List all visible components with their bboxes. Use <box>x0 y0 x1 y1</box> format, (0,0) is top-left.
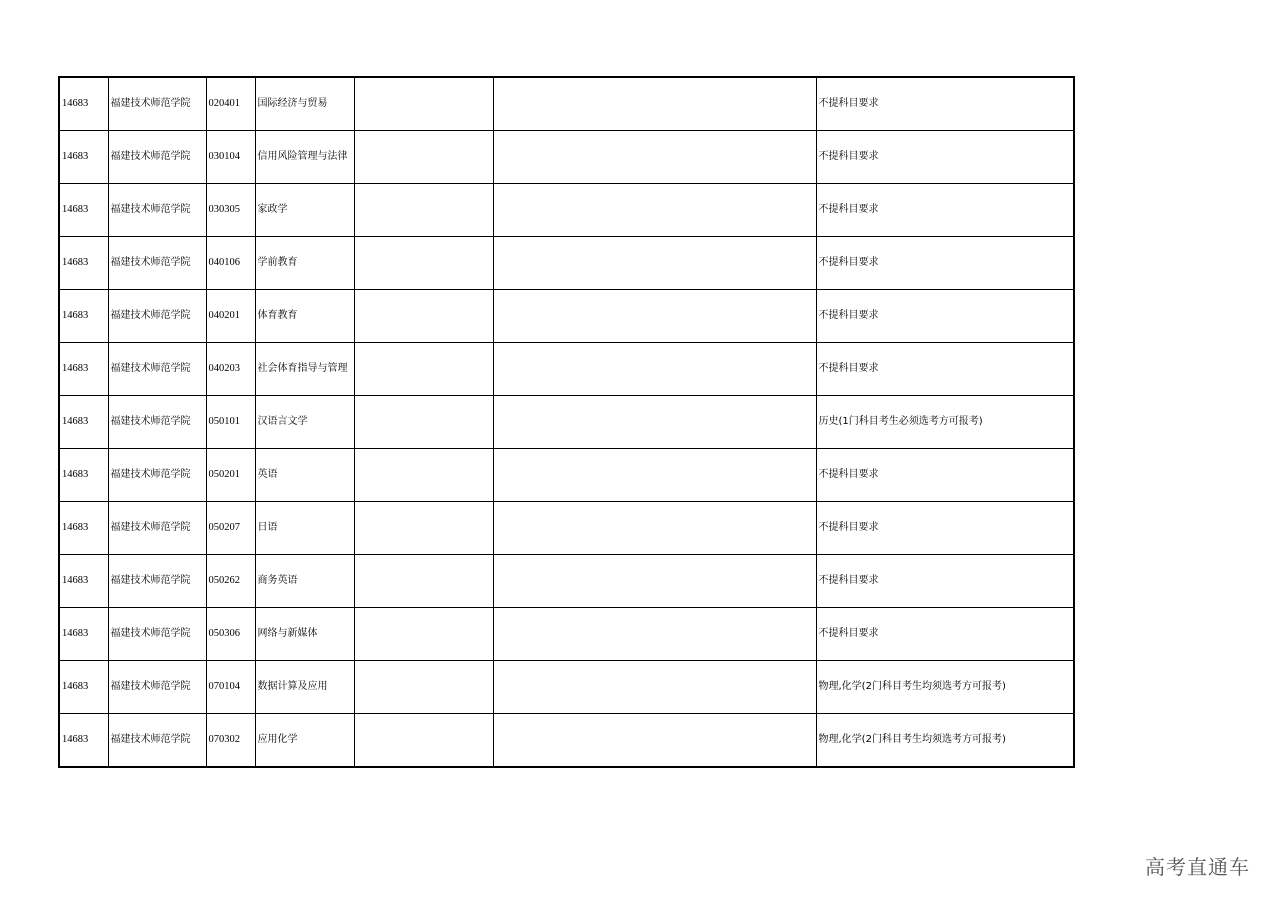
school-code-cell: 14683 <box>59 290 108 343</box>
school-name-cell: 福建技术师范学院 <box>108 343 206 396</box>
major-code-cell: 050262 <box>206 555 255 608</box>
subject-requirement-cell: 不提科目要求 <box>816 449 1074 502</box>
major-code-cell: 050201 <box>206 449 255 502</box>
school-code-cell: 14683 <box>59 502 108 555</box>
watermark-text: 高考直通车 <box>1145 855 1250 879</box>
table-body <box>59 77 1074 767</box>
empty-cell <box>493 449 816 502</box>
empty-cell <box>354 714 493 768</box>
subject-requirement-cell: 不提科目要求 <box>816 343 1074 396</box>
major-code-cell: 070104 <box>206 661 255 714</box>
major-name-cell: 信用风险管理与法律 <box>255 131 354 184</box>
empty-cell <box>493 77 816 131</box>
table-row <box>59 661 1074 714</box>
subject-requirement-cell: 物理,化学(2门科目考生均须选考方可报考) <box>816 714 1074 768</box>
school-code-cell: 14683 <box>59 131 108 184</box>
empty-cell <box>354 608 493 661</box>
subject-requirement-cell: 不提科目要求 <box>816 502 1074 555</box>
school-name-cell: 福建技术师范学院 <box>108 237 206 290</box>
empty-cell <box>354 131 493 184</box>
school-name-cell: 福建技术师范学院 <box>108 714 206 768</box>
school-code-cell: 14683 <box>59 77 108 131</box>
major-name-cell: 汉语言文学 <box>255 396 354 449</box>
major-name-cell: 学前教育 <box>255 237 354 290</box>
school-name-cell: 福建技术师范学院 <box>108 555 206 608</box>
empty-cell <box>493 661 816 714</box>
school-name-cell: 福建技术师范学院 <box>108 131 206 184</box>
school-name-cell: 福建技术师范学院 <box>108 661 206 714</box>
empty-cell <box>354 661 493 714</box>
school-name-cell: 福建技术师范学院 <box>108 502 206 555</box>
empty-cell <box>493 555 816 608</box>
table-row <box>59 131 1074 184</box>
empty-cell <box>493 131 816 184</box>
school-code-cell: 14683 <box>59 555 108 608</box>
major-code-cell: 030104 <box>206 131 255 184</box>
school-code-cell: 14683 <box>59 661 108 714</box>
table-row <box>59 396 1074 449</box>
subject-requirement-cell: 不提科目要求 <box>816 290 1074 343</box>
subject-requirement-cell: 不提科目要求 <box>816 555 1074 608</box>
table-row <box>59 77 1074 131</box>
subject-requirement-cell: 物理,化学(2门科目考生均须选考方可报考) <box>816 661 1074 714</box>
major-name-cell: 商务英语 <box>255 555 354 608</box>
empty-cell <box>493 608 816 661</box>
major-name-cell: 家政学 <box>255 184 354 237</box>
table-row <box>59 714 1074 768</box>
table-row <box>59 502 1074 555</box>
school-name-cell: 福建技术师范学院 <box>108 449 206 502</box>
empty-cell <box>354 237 493 290</box>
subject-requirement-cell: 历史(1门科目考生必须选考方可报考) <box>816 396 1074 449</box>
school-code-cell: 14683 <box>59 184 108 237</box>
major-code-cell: 040203 <box>206 343 255 396</box>
major-code-cell: 030305 <box>206 184 255 237</box>
major-code-cell: 070302 <box>206 714 255 768</box>
school-name-cell: 福建技术师范学院 <box>108 290 206 343</box>
empty-cell <box>493 714 816 768</box>
table-row <box>59 449 1074 502</box>
empty-cell <box>354 555 493 608</box>
empty-cell <box>354 77 493 131</box>
table-row <box>59 555 1074 608</box>
empty-cell <box>354 343 493 396</box>
major-name-cell: 社会体育指导与管理 <box>255 343 354 396</box>
table-row <box>59 237 1074 290</box>
major-code-cell: 050207 <box>206 502 255 555</box>
empty-cell <box>354 396 493 449</box>
subject-requirement-cell: 不提科目要求 <box>816 237 1074 290</box>
school-code-cell: 14683 <box>59 449 108 502</box>
table-row <box>59 290 1074 343</box>
empty-cell <box>493 343 816 396</box>
school-code-cell: 14683 <box>59 396 108 449</box>
major-code-cell: 050306 <box>206 608 255 661</box>
major-name-cell: 数据计算及应用 <box>255 661 354 714</box>
major-code-cell: 040201 <box>206 290 255 343</box>
major-name-cell: 应用化学 <box>255 714 354 768</box>
school-name-cell: 福建技术师范学院 <box>108 608 206 661</box>
major-code-cell: 050101 <box>206 396 255 449</box>
school-code-cell: 14683 <box>59 237 108 290</box>
school-code-cell: 14683 <box>59 714 108 768</box>
empty-cell <box>493 502 816 555</box>
school-name-cell: 福建技术师范学院 <box>108 77 206 131</box>
table-row <box>59 343 1074 396</box>
empty-cell <box>354 502 493 555</box>
table-row <box>59 608 1074 661</box>
major-name-cell: 国际经济与贸易 <box>255 77 354 131</box>
subject-requirements-table <box>58 76 1075 768</box>
major-name-cell: 体育教育 <box>255 290 354 343</box>
school-name-cell: 福建技术师范学院 <box>108 184 206 237</box>
empty-cell <box>493 290 816 343</box>
subject-requirement-cell: 不提科目要求 <box>816 184 1074 237</box>
major-code-cell: 020401 <box>206 77 255 131</box>
school-code-cell: 14683 <box>59 608 108 661</box>
subject-requirement-cell: 不提科目要求 <box>816 77 1074 131</box>
major-name-cell: 网络与新媒体 <box>255 608 354 661</box>
subject-requirement-cell: 不提科目要求 <box>816 131 1074 184</box>
empty-cell <box>354 449 493 502</box>
major-name-cell: 日语 <box>255 502 354 555</box>
subject-requirement-cell: 不提科目要求 <box>816 608 1074 661</box>
table-row <box>59 184 1074 237</box>
empty-cell <box>493 237 816 290</box>
school-code-cell: 14683 <box>59 343 108 396</box>
empty-cell <box>354 290 493 343</box>
major-code-cell: 040106 <box>206 237 255 290</box>
empty-cell <box>493 396 816 449</box>
empty-cell <box>493 184 816 237</box>
school-name-cell: 福建技术师范学院 <box>108 396 206 449</box>
empty-cell <box>354 184 493 237</box>
major-name-cell: 英语 <box>255 449 354 502</box>
